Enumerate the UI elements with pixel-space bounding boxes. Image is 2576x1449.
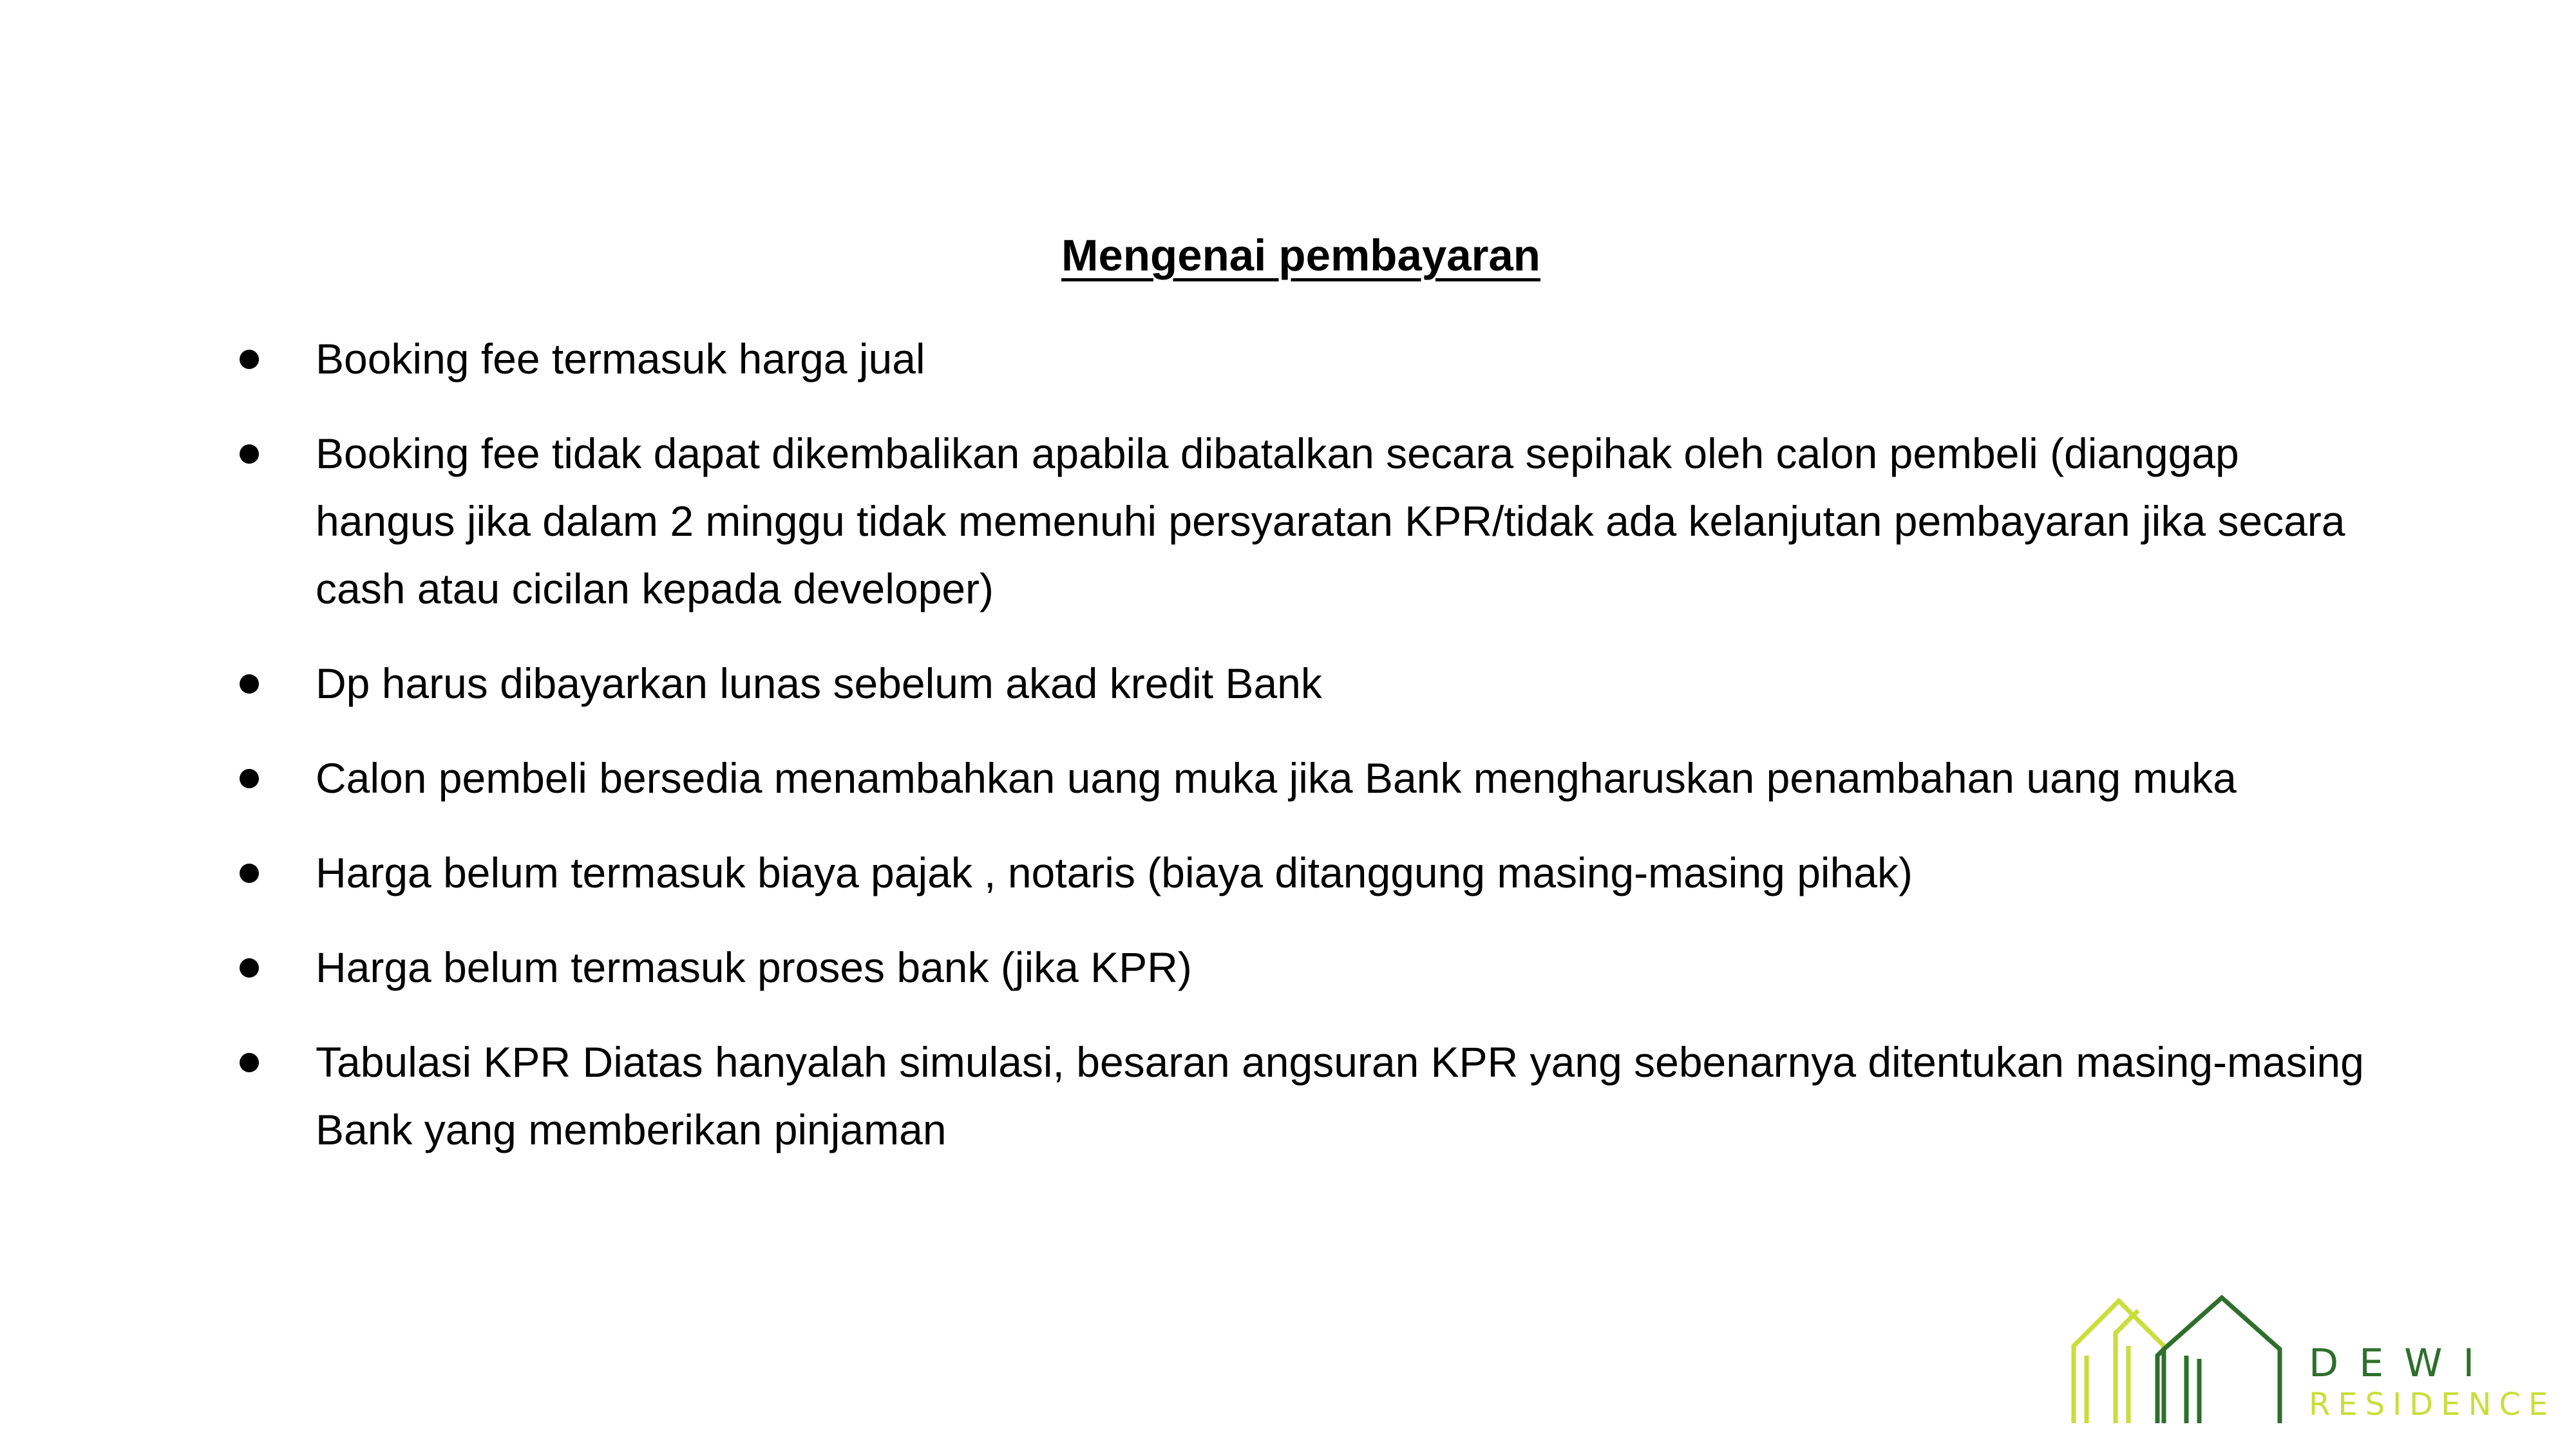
- bullet-text: Harga belum termasuk proses bank (jika KPR): [316, 943, 1192, 991]
- bullet-icon: [240, 674, 259, 694]
- bullet-icon: [240, 958, 259, 978]
- bullet-item: [238, 744, 2376, 812]
- bullet-item: [238, 420, 2376, 623]
- bullet-item: [238, 650, 2376, 717]
- bullet-item: [238, 934, 2376, 1001]
- bullet-text: Harga belum termasuk biaya pajak , notaris (biaya ditanggung masing-masing pihak): [316, 849, 1913, 896]
- bullet-icon: [240, 864, 259, 883]
- bullet-text: Booking fee termasuk harga jual: [316, 335, 925, 383]
- bullet-list: [238, 325, 2376, 1191]
- bullet-icon: [240, 1053, 259, 1072]
- logo-word-residence: RESIDENCE: [2309, 1387, 2556, 1423]
- slide-title: Mengenai pembayaran: [1061, 231, 1540, 280]
- bullet-item: [238, 839, 2376, 907]
- bullet-icon: [240, 444, 259, 464]
- bullet-icon: [240, 769, 259, 788]
- bullet-text: Booking fee tidak dapat dikembalikan apabila dibatalkan secara sepihak oleh calon pembeli (dianggap hangus jika dalam 2 minggu tidak memenuhi persyaratan KPR/tidak ada kelanjutan pembayaran jika secara cash atau cicilan kepada developer): [316, 430, 2345, 612]
- houses-logo-icon: [2067, 1294, 2286, 1430]
- bullet-icon: [240, 350, 259, 369]
- bullet-text: Calon pembeli bersedia menambahkan uang muka jika Bank mengharuskan penambahan uang muka: [316, 754, 2237, 802]
- bullet-text: Dp harus dibayarkan lunas sebelum akad kredit Bank: [316, 659, 1322, 707]
- dewi-residence-logo: [2067, 1294, 2557, 1430]
- logo-word-dewi: DEWI: [2309, 1341, 2496, 1386]
- bullet-text: Tabulasi KPR Diatas hanyalah simulasi, besaran angsuran KPR yang sebenarnya ditentukan masing-masing Bank yang memberikan pinjaman: [316, 1038, 2364, 1153]
- bullet-item: [238, 1028, 2376, 1164]
- bullet-item: [238, 325, 2376, 393]
